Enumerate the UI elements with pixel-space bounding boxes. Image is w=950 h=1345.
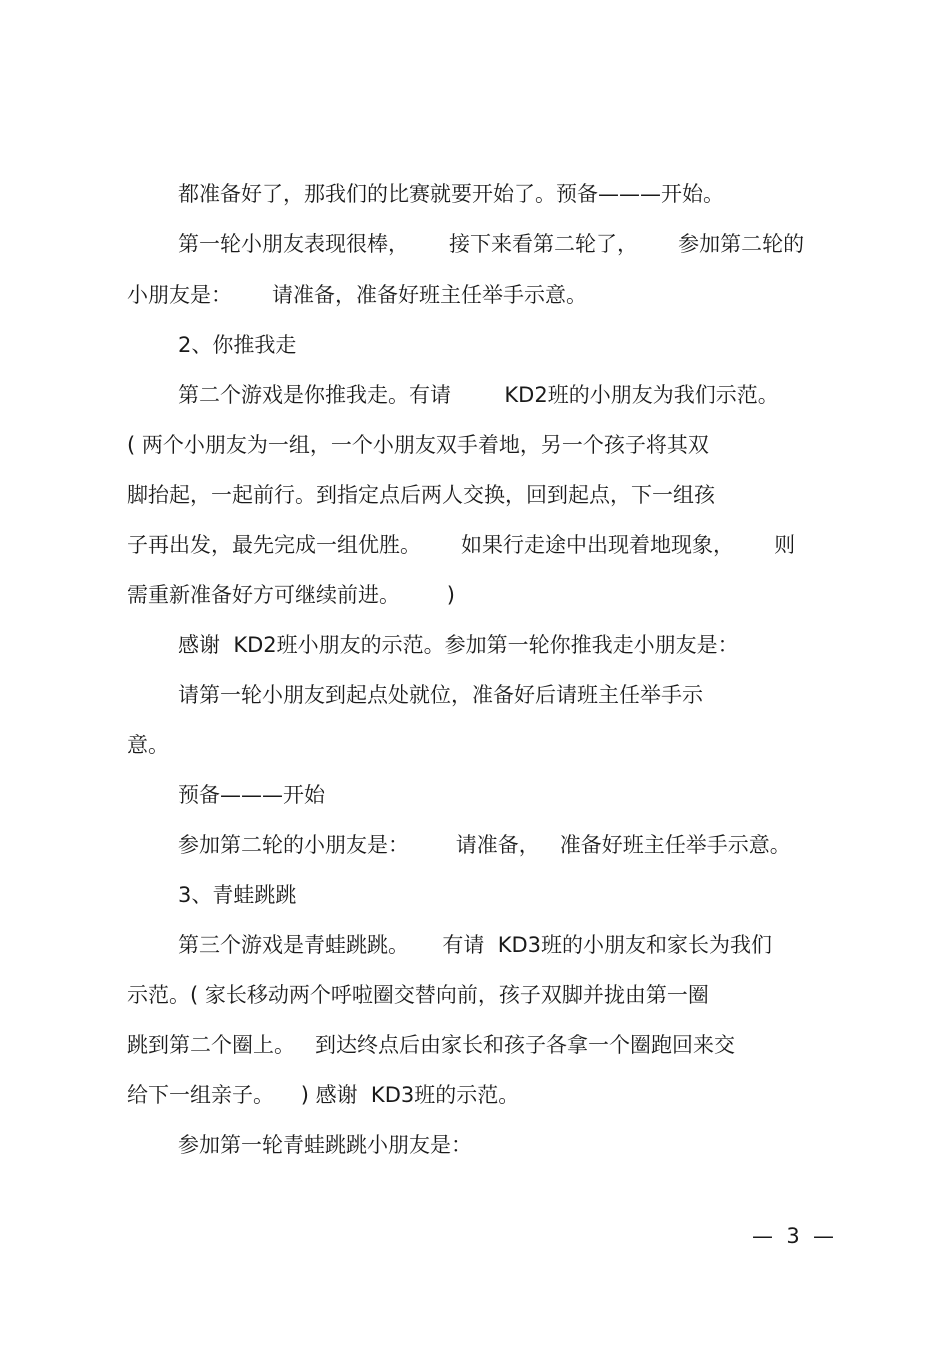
paragraph-line: 都准备好了，那我们的比赛就要开始了。预备———开始。 <box>178 182 724 206</box>
paragraph-line: 感谢 KD2班小朋友的示范。参加第一轮你推我走小朋友是： <box>178 633 739 657</box>
section-heading: 3、青蛙跳跳 <box>178 883 297 907</box>
paragraph-line: 预备———开始 <box>178 783 325 807</box>
paragraph-line: ( 两个小朋友为一组，一个小朋友双手着地，另一个孩子将其双 <box>127 433 709 457</box>
paragraph-line: 意。 <box>127 733 169 757</box>
paragraph-line: 第二个游戏是你推我走。有请 KD2班的小朋友为我们示范。 <box>178 383 779 407</box>
paragraph-line: 子再出发，最先完成一组优胜。 如果行走途中出现着地现象， 则 <box>127 533 796 557</box>
page-number: — 3 — <box>752 1224 835 1248</box>
paragraph-line: 参加第二轮的小朋友是： 请准备， 准备好班主任举手示意。 <box>178 833 791 857</box>
paragraph-line: 第一轮小朋友表现很棒， 接下来看第二轮了， 参加第二轮的 <box>178 232 805 256</box>
paragraph-line: 需重新准备好方可继续前进。 ) <box>127 583 455 607</box>
paragraph-line: 示范。( 家长移动两个呼啦圈交替向前，孩子双脚并拢由第一圈 <box>127 983 709 1007</box>
paragraph-line: 小朋友是： 请准备，准备好班主任举手示意。 <box>127 283 588 307</box>
paragraph-line: 给下一组亲子。 ) 感谢 KD3班的示范。 <box>127 1083 520 1107</box>
paragraph-line: 跳到第二个圈上。 到达终点后由家长和孩子各拿一个圈跑回来交 <box>127 1033 736 1057</box>
paragraph-line: 第三个游戏是青蛙跳跳。 有请 KD3班的小朋友和家长为我们 <box>178 933 773 957</box>
section-heading: 2、你推我走 <box>178 333 297 357</box>
paragraph-line: 参加第一轮青蛙跳跳小朋友是： <box>178 1133 472 1157</box>
paragraph-line: 请第一轮小朋友到起点处就位，准备好后请班主任举手示 <box>178 683 703 707</box>
paragraph-line: 脚抬起，一起前行。到指定点后两人交换，回到起点，下一组孩 <box>127 483 715 507</box>
